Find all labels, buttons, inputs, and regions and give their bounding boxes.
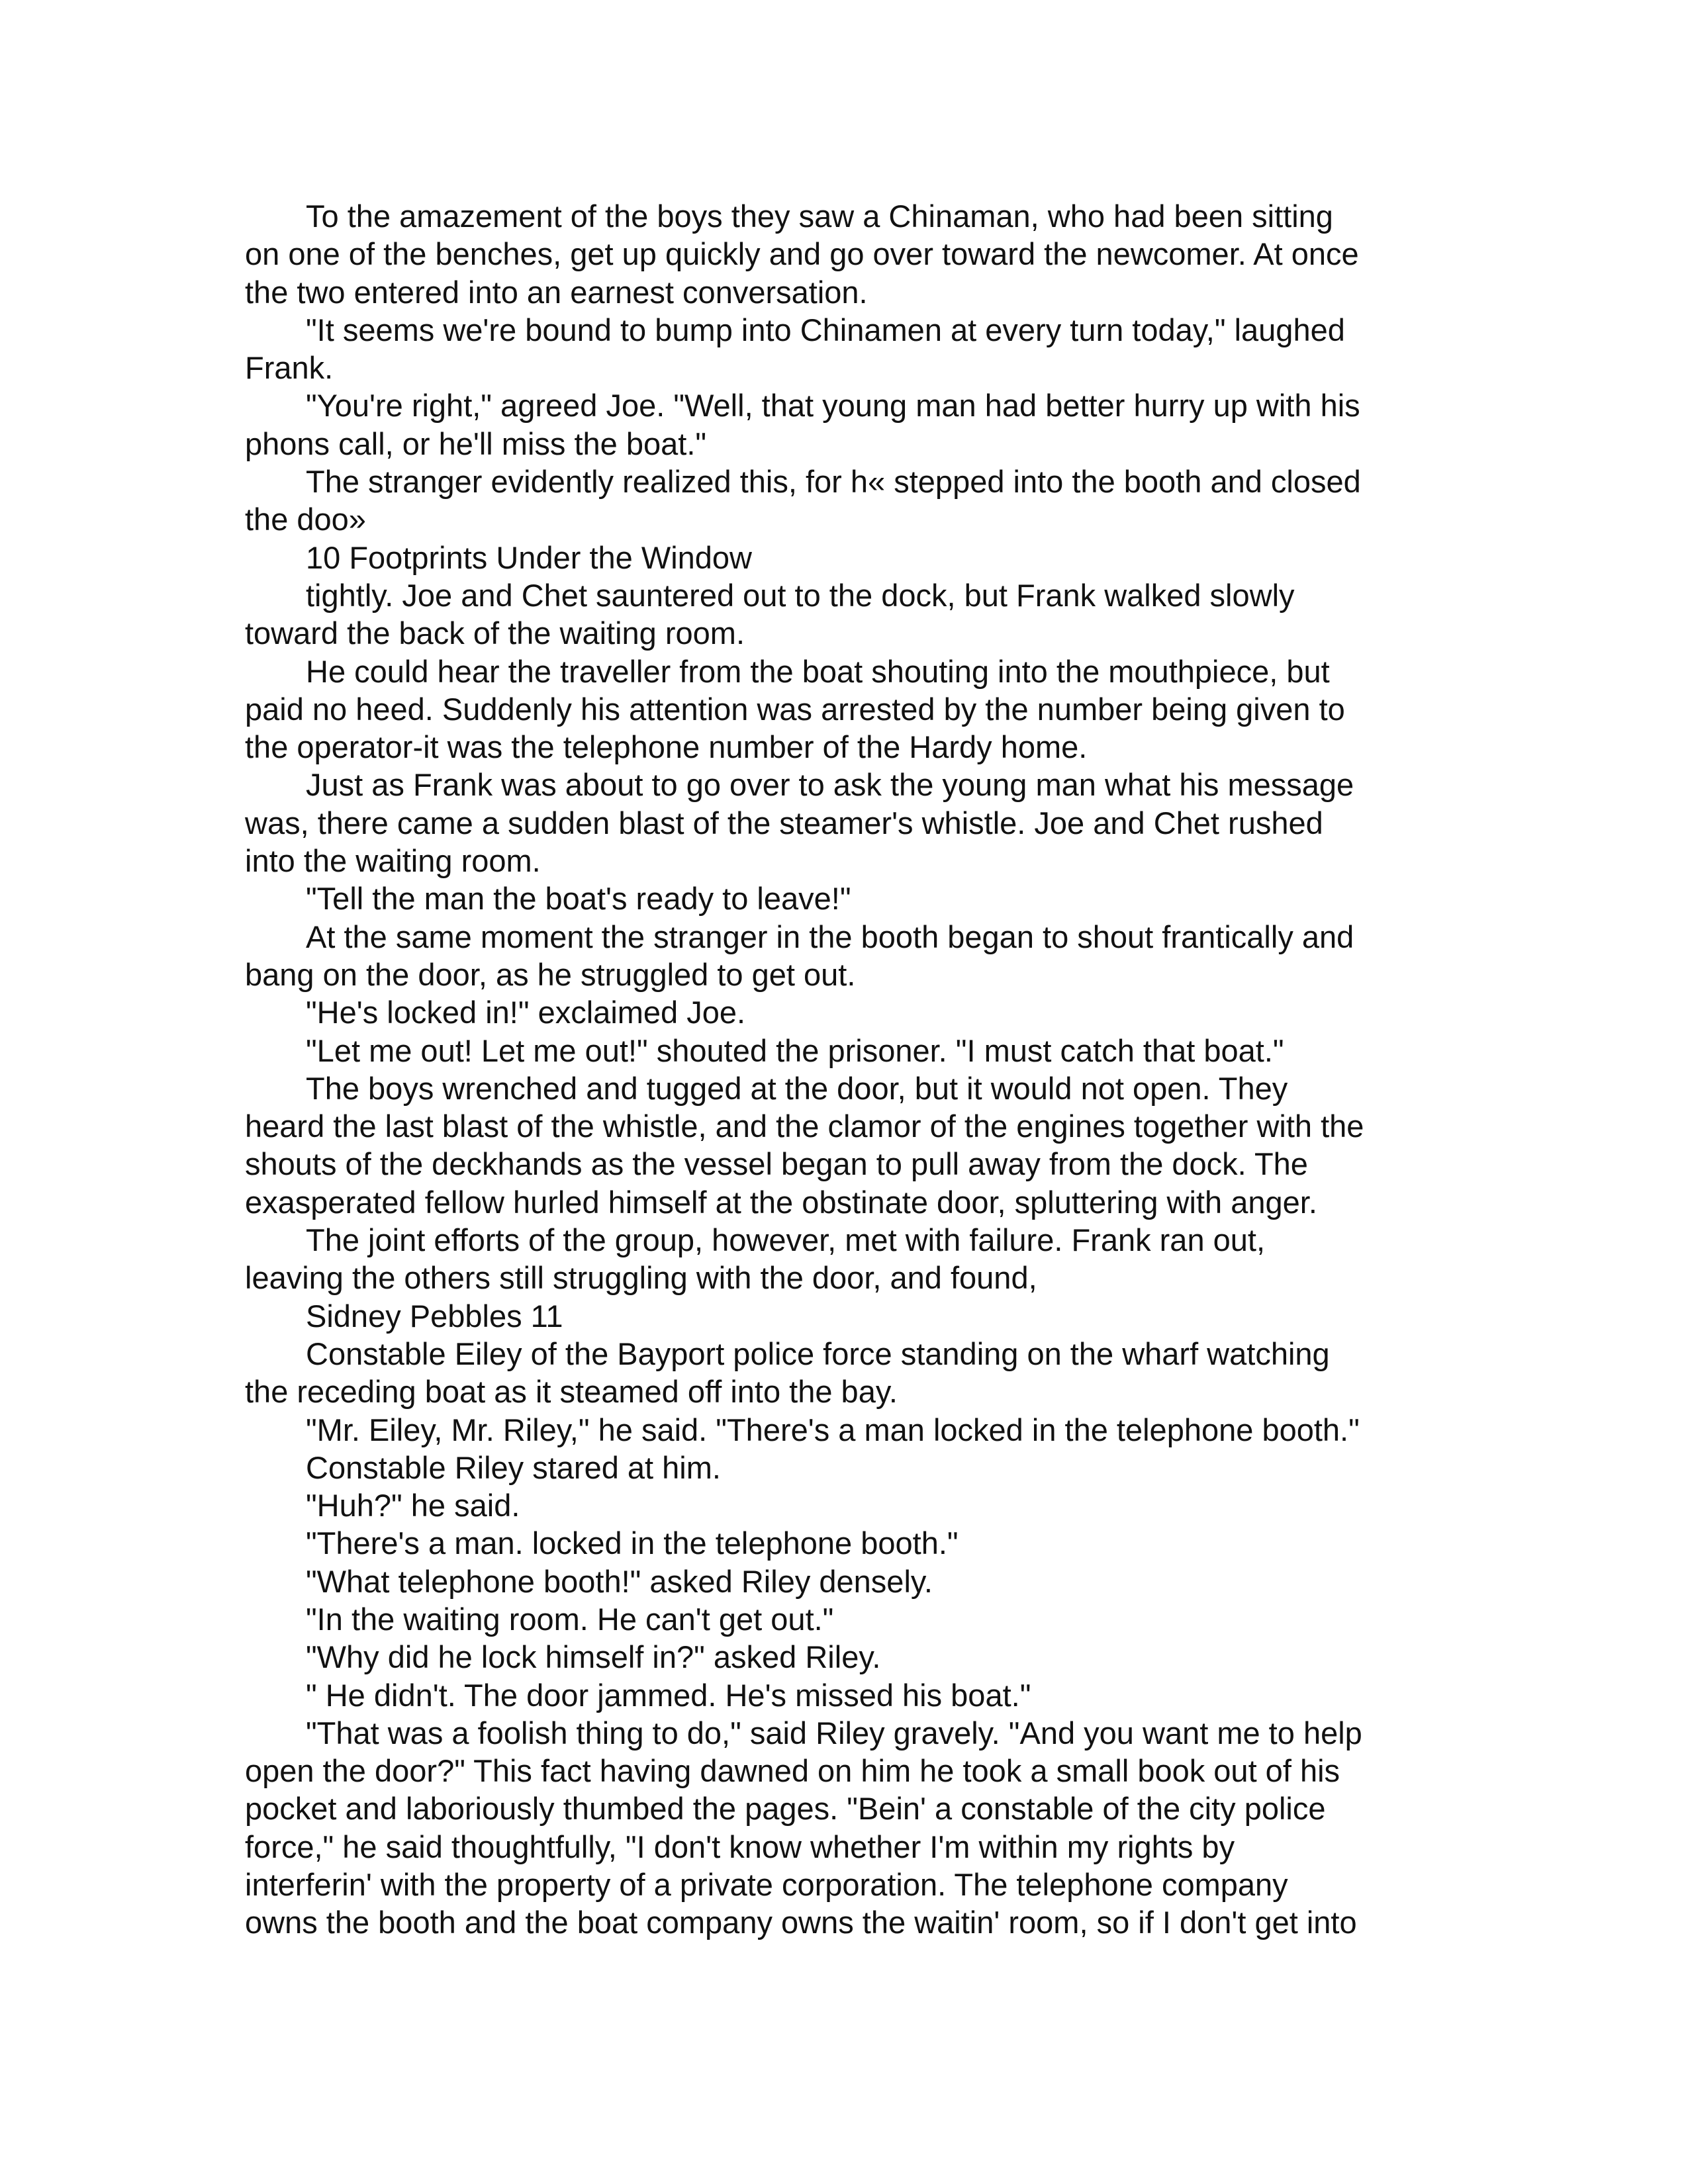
paragraph: He could hear the traveller from the boat shouting into the mouthpiece, but paid no heed. Suddenly his attention was arrested by the number being given to the operator-it was the telephone number of the Hardy home. (245, 653, 1345, 765)
paragraph: The stranger evidently realized this, for h« stepped into the booth and closed the doo» (245, 464, 1361, 537)
paragraph: "In the waiting room. He can't get out." (306, 1601, 834, 1637)
paragraph: At the same moment the stranger in the booth began to shout frantically and bang on the door, as he struggled to get out. (245, 919, 1354, 992)
paragraph: " He didn't. The door jammed. He's missed his boat." (306, 1677, 1031, 1713)
paragraph: Just as Frank was about to go over to ask the young man what his message was, there came a sudden blast of the steamer's whistle. Joe and Chet rushed into the waiting room. (245, 767, 1354, 879)
running-header: Sidney Pebbles 11 (306, 1298, 563, 1334)
paragraph: "Mr. Eiley, Mr. Riley," he said. "There's a man locked in the telephone booth." (306, 1412, 1360, 1447)
paragraph: The boys wrenched and tugged at the door, but it would not open. They heard the last blast of the whistle, and the clamor of the engines together with the shouts of the deckhands as the vessel began to pull away from the dock. The exasperated fellow hurled himself at the obstinate door, spluttering with anger. (245, 1070, 1364, 1220)
paragraph: "He's locked in!" exclaimed Joe. (306, 995, 746, 1030)
paragraph: Constable Riley stared at him. (306, 1449, 721, 1485)
paragraph: "You're right," agreed Joe. "Well, that young man had better hurry up with his phons call, or he'll miss the boat." (245, 388, 1360, 461)
paragraph: To the amazement of the boys they saw a Chinaman, who had been sitting on one of the benches, get up quickly and go over toward the newcomer. At once the two entered into an earnest conversation. (245, 199, 1359, 310)
paragraph: "Let me out! Let me out!" shouted the prisoner. "I must catch that boat." (306, 1032, 1284, 1068)
paragraph: "Why did he lock himself in?" asked Riley. (306, 1639, 881, 1675)
paragraph: "Tell the man the boat's ready to leave!" (306, 881, 851, 917)
running-header: 10 Footprints Under the Window (306, 539, 752, 575)
paragraph: "Huh?" he said. (306, 1488, 520, 1524)
paragraph: "It seems we're bound to bump into Chinamen at every turn today," laughed Frank. (245, 312, 1345, 386)
paragraph: "What telephone booth!" asked Riley densely. (306, 1563, 933, 1599)
page-text (245, 197, 1450, 1942)
paragraph: Constable Eiley of the Bayport police force standing on the wharf watching the receding boat as it steamed off into the bay. (245, 1336, 1330, 1410)
paragraph: "There's a man. locked in the telephone booth." (306, 1525, 959, 1561)
paragraph: "That was a foolish thing to do," said Riley gravely. "And you want me to help open the door?" This fact having dawned on him he took a small book out of his pocket and laboriously thumbed the pages. "Bein' a constable of the city police force," he said thoughtfully, "I don't know whether I'm within my rights by interferin' with the property of a private corporation. The telephone company owns the booth and the boat company owns the waitin' room, so if I don't get into (245, 1715, 1362, 1940)
paragraph: tightly. Joe and Chet sauntered out to the dock, but Frank walked slowly toward the back of the waiting room. (245, 577, 1295, 651)
paragraph: The joint efforts of the group, however, met with failure. Frank ran out, leaving the others still struggling with the door, and found, (245, 1222, 1266, 1296)
